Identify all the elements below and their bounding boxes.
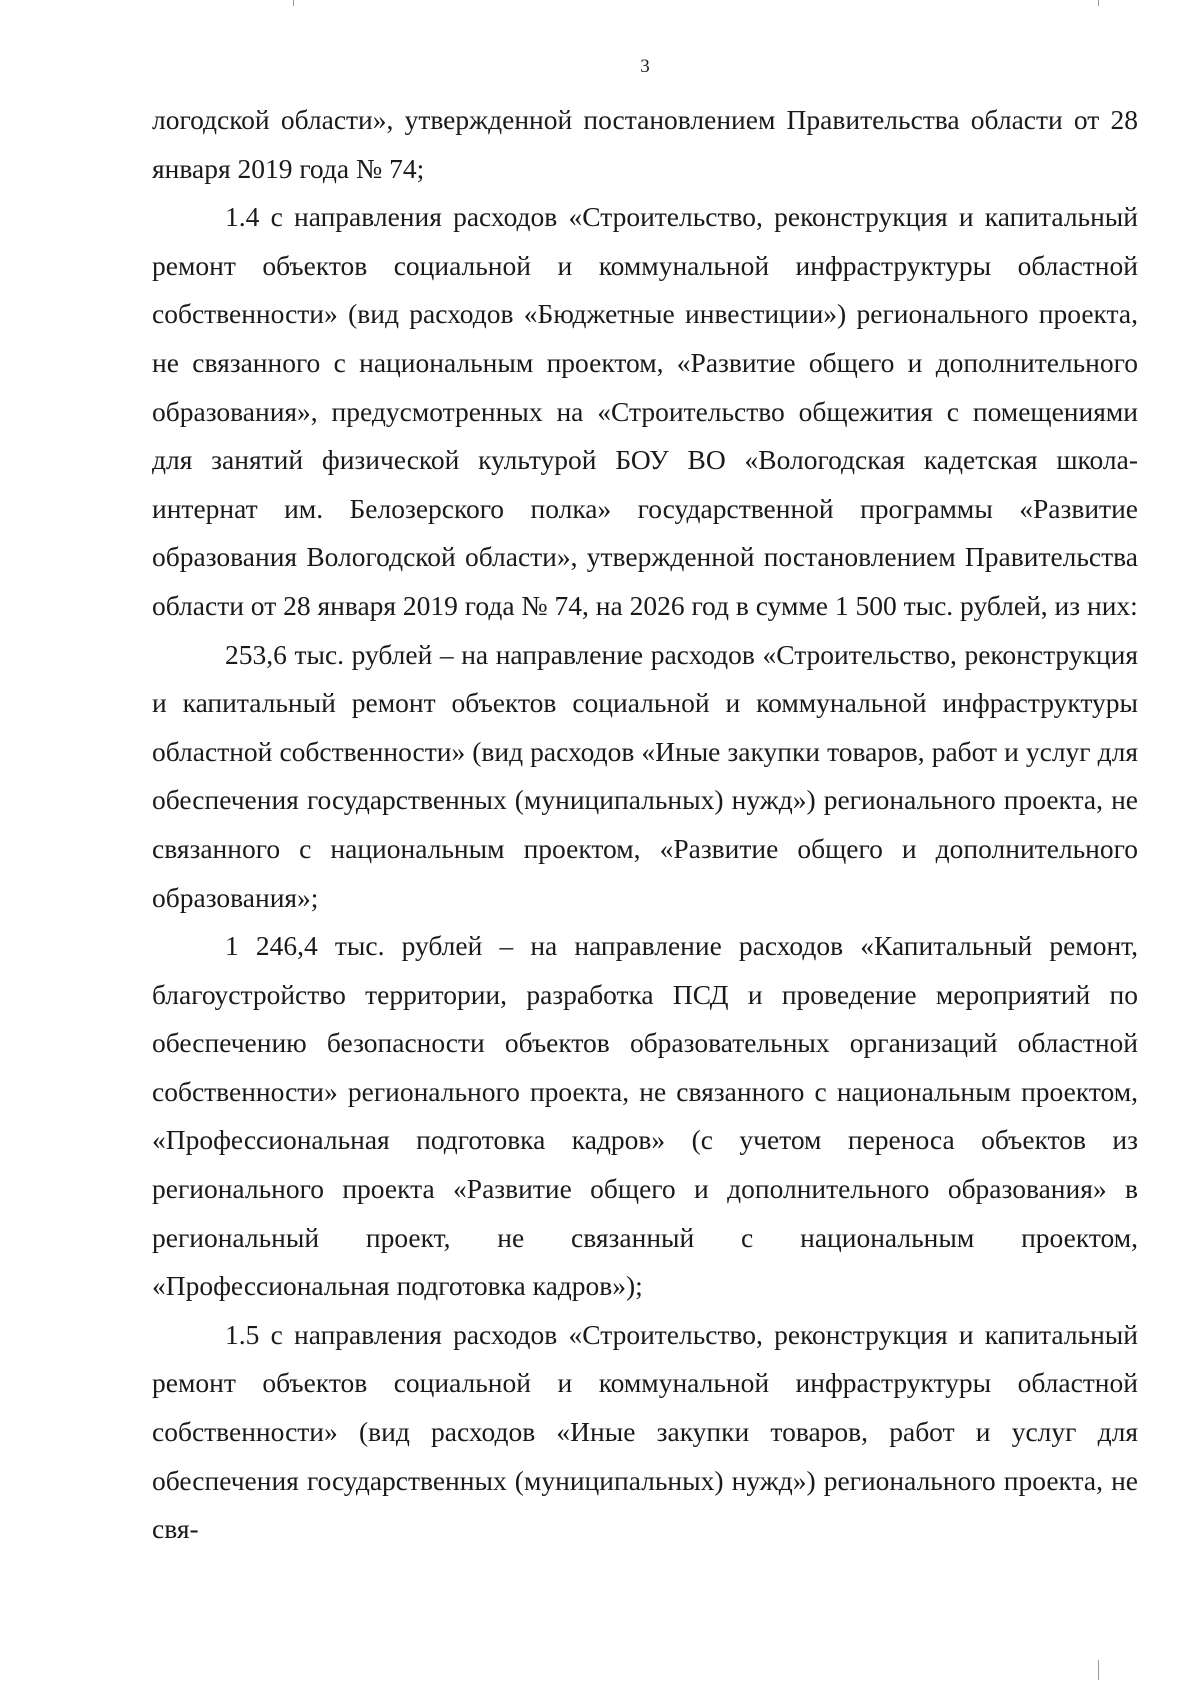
scan-mark-top-left [293, 0, 294, 6]
page-number: 3 [640, 56, 650, 77]
paragraph-item-1-4: 1.4 с направления расходов «Строительство, реконструкция и капитальный ремонт объектов социальной и коммунальной инфраструктуры областной собственности» (вид расходов «Бюджетные инвестиции») регионального проекта, не связанного с национальным проектом, «Развитие общего и дополнительного образования», предусмотренных на «Строительство общежития с помещениями для занятий физической культурой БОУ ВО «Вологодская кадетская школа-интернат им. Белозерского полка» государственной программы «Развитие образования Вологодской области», утвержденной постановлением Правительства области от 28 января 2019 года № 74, на 2026 год в сумме 1 500 тыс. рублей, из них: [152, 201, 1138, 621]
scan-mark-bottom-right [1098, 1660, 1099, 1680]
paragraph-continuation: логодской области», утвержденной постановлением Правительства области от 28 января 2019 года № 74; [152, 104, 1138, 184]
body-text [152, 96, 1138, 1554]
scan-mark-top-right [1098, 0, 1099, 6]
paragraph-item-1-5: 1.5 с направления расходов «Строительство, реконструкция и капитальный ремонт объектов социальной и коммунальной инфраструктуры областной собственности» (вид расходов «Иные закупки товаров, работ и услуг для обеспечения государственных (муниципальных) нужд») регионального проекта, не свя- [152, 1318, 1138, 1545]
paragraph-amount-1246-4: 1 246,4 тыс. рублей – на направление расходов «Капитальный ремонт, благоустройство территории, разработка ПСД и проведение мероприятий по обеспечению безопасности объектов образовательных организаций областной собственности» регионального проекта, не связанного с национальным проектом, «Профессиональная подготовка кадров» (с учетом переноса объектов из регионального проекта «Развитие общего и дополнительного образования» в региональный проект, не связанный с национальным проектом, «Профессиональная подготовка кадров»); [152, 930, 1138, 1302]
paragraph-amount-253-6: 253,6 тыс. рублей – на направление расходов «Строительство, реконструкция и капитальный ремонт объектов социальной и коммунальной инфраструктуры областной собственности» (вид расходов «Иные закупки товаров, работ и услуг для обеспечения государственных (муниципальных) нужд») регионального проекта, не связанного с национальным проектом, «Развитие общего и дополнительного образования»; [152, 638, 1138, 913]
